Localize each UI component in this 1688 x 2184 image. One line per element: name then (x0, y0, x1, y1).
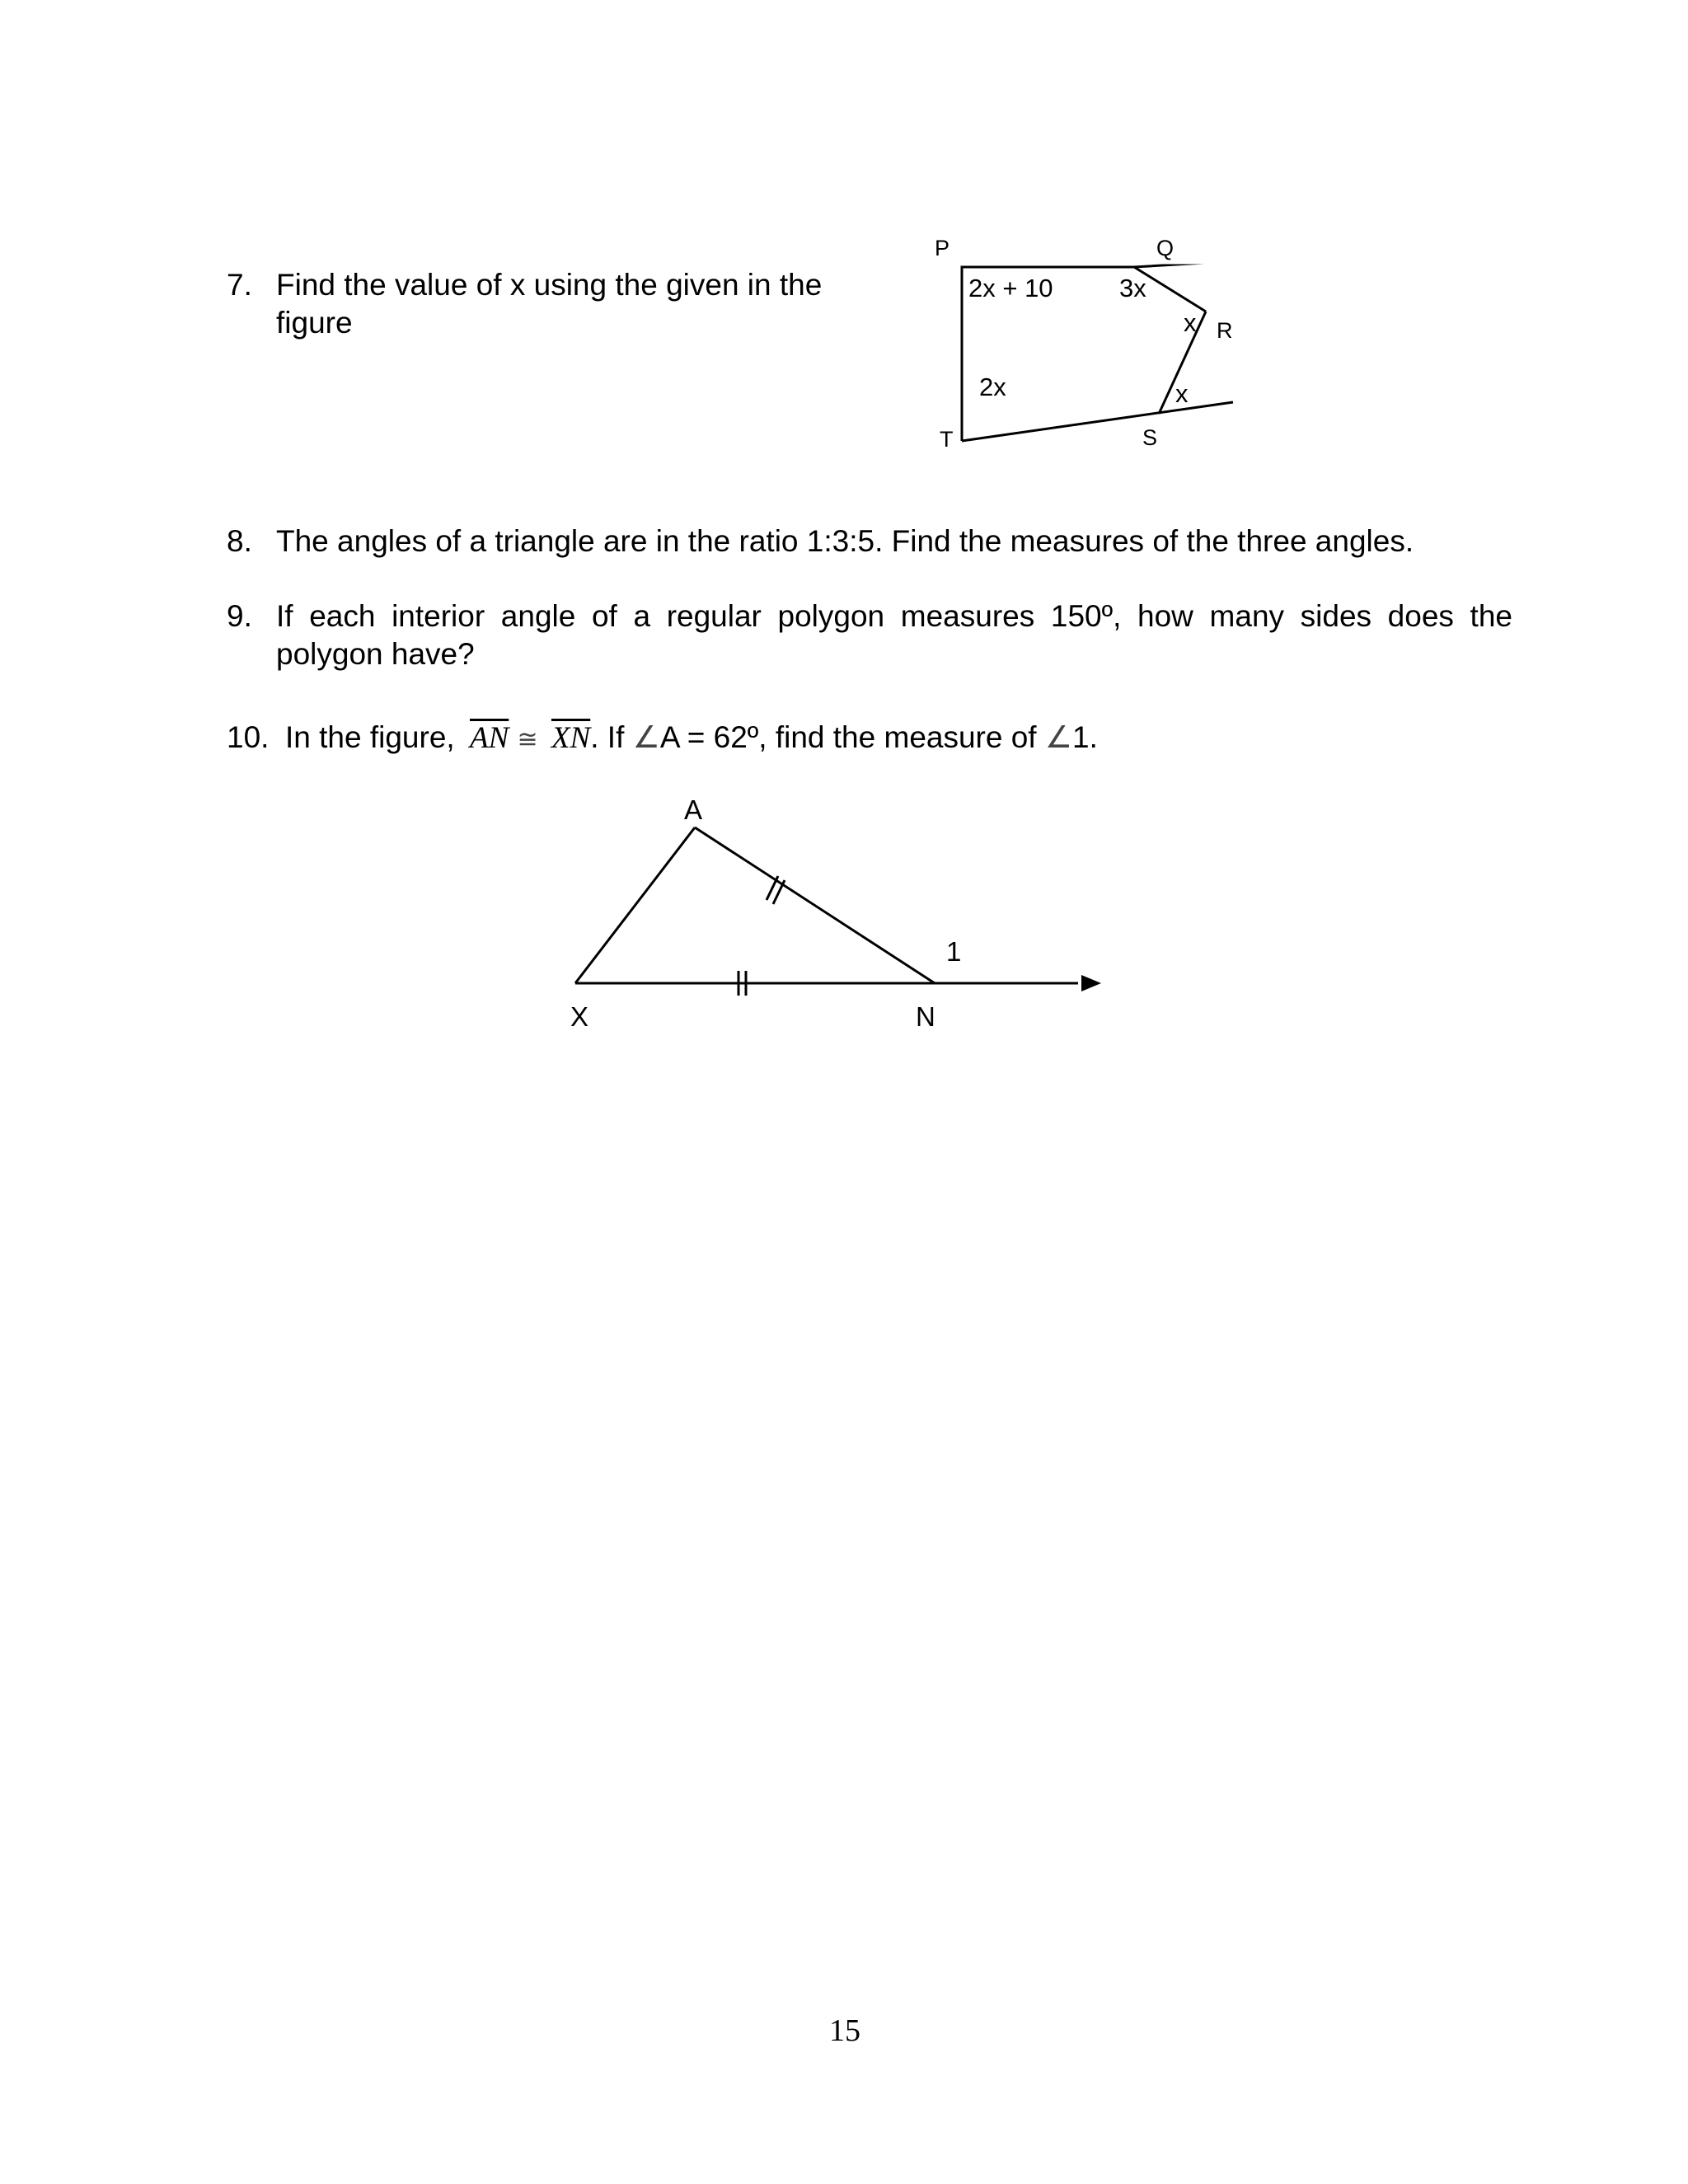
label-a: A (684, 794, 703, 825)
triangle-side-xa (575, 827, 695, 983)
page-number: 15 (829, 2013, 860, 2048)
polygon-side-ts (962, 402, 1233, 441)
question-9-number: 9. (227, 599, 252, 633)
angle-symbol-a: ∠ (632, 720, 660, 754)
angle-1-label: 1 (946, 936, 962, 967)
question-10-text-b: . If (590, 720, 625, 754)
triangle-side-an (695, 827, 935, 983)
polygon-figure (907, 231, 1253, 462)
angle-p: 2x + 10 (968, 274, 1053, 302)
label-p: P (935, 236, 950, 260)
question-10-text (285, 719, 1098, 759)
question-7-text-line1: Find the value of x using the given in the (276, 268, 823, 302)
angle-s: x (1175, 379, 1189, 408)
question-8-number: 8. (227, 524, 252, 558)
question-9-text-line2: polygon have? (276, 637, 475, 671)
segment-xn: $\overline{XN}$ (551, 721, 591, 755)
question-10-text-a: In the figure, (285, 720, 455, 754)
question-8-text: The angles of a triangle are in the ratio 1:3:5. Find the measures of the three angles. (276, 524, 1414, 558)
angle-r: x (1184, 308, 1197, 337)
label-x: X (570, 1001, 589, 1032)
question-9 (227, 598, 1512, 673)
label-s: S (1142, 425, 1158, 450)
label-n: N (916, 1001, 935, 1032)
question-8 (227, 523, 1512, 560)
question-10 (227, 719, 1298, 760)
question-7-text-line2: figure (276, 306, 353, 340)
segment-an: $\overline{AN}$ (469, 721, 509, 755)
triangle-figure (560, 791, 1104, 1038)
question-7 (227, 266, 903, 342)
label-r: R (1217, 318, 1233, 343)
question-9-text-line1: If each interior angle of a regular polygon measures 150º, how many sides does the (276, 599, 1512, 633)
question-7-number: 7. (227, 268, 252, 302)
question-10-number: 10. (227, 720, 270, 754)
ray-arrowhead (1081, 975, 1101, 991)
congruent-symbol: ≅ (517, 726, 538, 753)
question-10-text-c: A = 62º, find the measure of (659, 720, 1037, 754)
label-q: Q (1156, 236, 1175, 260)
angle-q: 3x (1119, 274, 1146, 302)
angle-symbol-1: ∠ (1044, 720, 1073, 754)
question-10-text-d: 1. (1072, 720, 1098, 754)
angle-t: 2x (979, 373, 1006, 401)
label-t: T (940, 427, 954, 452)
